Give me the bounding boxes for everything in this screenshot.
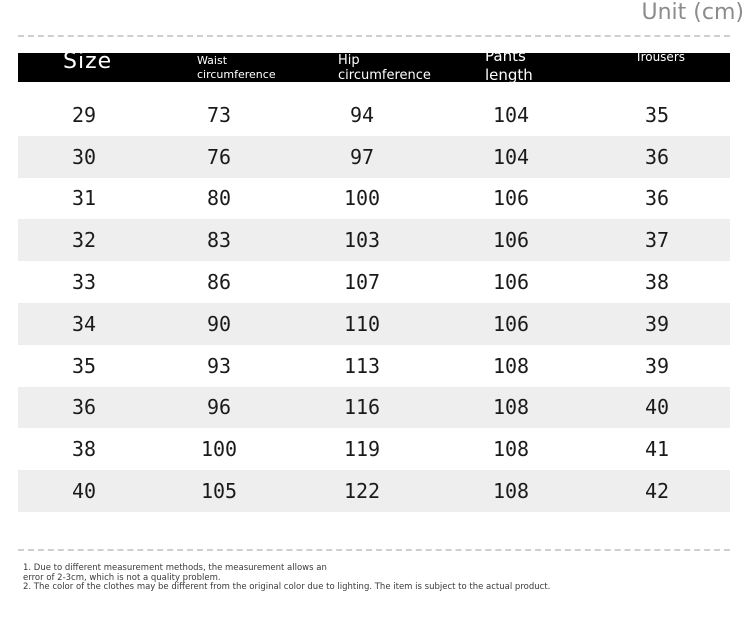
cell-hip: 97 [349,144,375,169]
cell-trousers: 35 [644,102,670,127]
cell-size: 31 [71,186,97,211]
cell-pants-length: 104 [492,102,530,127]
table-row [18,428,730,470]
cell-trousers: 39 [644,353,670,378]
cell-waist: 96 [206,395,232,420]
cell-waist: 83 [206,228,232,253]
unit-label: Unit (cm) [641,0,744,25]
header-trousers: Trousers [635,50,686,64]
header-size: Size [63,49,113,74]
cell-trousers: 42 [644,479,670,504]
cell-waist: 80 [206,186,232,211]
table-row [18,303,730,345]
cell-trousers: 36 [644,186,670,211]
cell-hip: 113 [343,353,381,378]
table-row [18,219,730,261]
cell-trousers: 41 [644,437,670,462]
cell-waist: 73 [206,102,232,127]
cell-hip: 103 [343,228,381,253]
measurement-notes [23,564,550,593]
note-line: 2. The color of the clothes may be different from the original color due to lighting. The item is subject to the actual product. [23,582,551,592]
size-chart-table [18,47,730,512]
cell-trousers: 36 [644,144,670,169]
cell-trousers: 40 [644,395,670,420]
cell-waist: 86 [206,270,232,295]
cell-hip: 110 [343,311,381,336]
bottom-divider [18,549,730,551]
cell-hip: 107 [343,270,381,295]
header-pants-line2: length [485,66,533,84]
header-hip-line1: Hip [338,53,360,68]
header-pants-length [485,47,533,85]
cell-size: 30 [71,144,97,169]
cell-hip: 119 [343,437,381,462]
cell-pants-length: 108 [492,353,530,378]
header-waist-line2: circumference [197,68,276,81]
header-hip [338,53,431,83]
cell-pants-length: 108 [492,395,530,420]
cell-hip: 116 [343,395,381,420]
table-row [18,94,730,136]
cell-hip: 94 [349,102,375,127]
cell-size: 33 [71,270,97,295]
cell-waist: 90 [206,311,232,336]
table-row [18,470,730,512]
table-row [18,387,730,429]
cell-trousers: 39 [644,311,670,336]
header-waist [197,54,276,82]
table-row [18,178,730,220]
cell-pants-length: 108 [492,479,530,504]
table-header [18,47,730,84]
cell-size: 34 [71,311,97,336]
cell-pants-length: 106 [492,311,530,336]
cell-pants-length: 108 [492,437,530,462]
cell-waist: 100 [200,437,238,462]
note-line: error of 2-3cm, which is not a quality problem. [23,572,221,583]
table-row [18,345,730,387]
cell-size: 36 [71,395,97,420]
cell-size: 32 [71,228,97,253]
cell-size: 35 [71,353,97,378]
cell-pants-length: 106 [492,186,530,211]
cell-hip: 100 [343,186,381,211]
header-hip-line2: circumference [338,68,431,83]
top-divider [18,35,730,37]
cell-pants-length: 104 [492,144,530,169]
cell-trousers: 37 [644,228,670,253]
table-row [18,136,730,178]
cell-pants-length: 106 [492,228,530,253]
cell-pants-length: 106 [492,270,530,295]
cell-size: 38 [71,437,97,462]
cell-waist: 93 [206,353,232,378]
header-pants-line1: Pants [485,47,526,65]
table-row [18,261,730,303]
note-line: 1. Due to different measurement methods, the measurement allows an [23,563,327,573]
cell-size: 40 [71,479,97,504]
cell-size: 29 [71,102,97,127]
cell-waist: 76 [206,144,232,169]
cell-trousers: 38 [644,270,670,295]
cell-waist: 105 [200,479,238,504]
table-body [18,94,730,512]
header-waist-line1: Waist [197,54,228,67]
cell-hip: 122 [343,479,381,504]
